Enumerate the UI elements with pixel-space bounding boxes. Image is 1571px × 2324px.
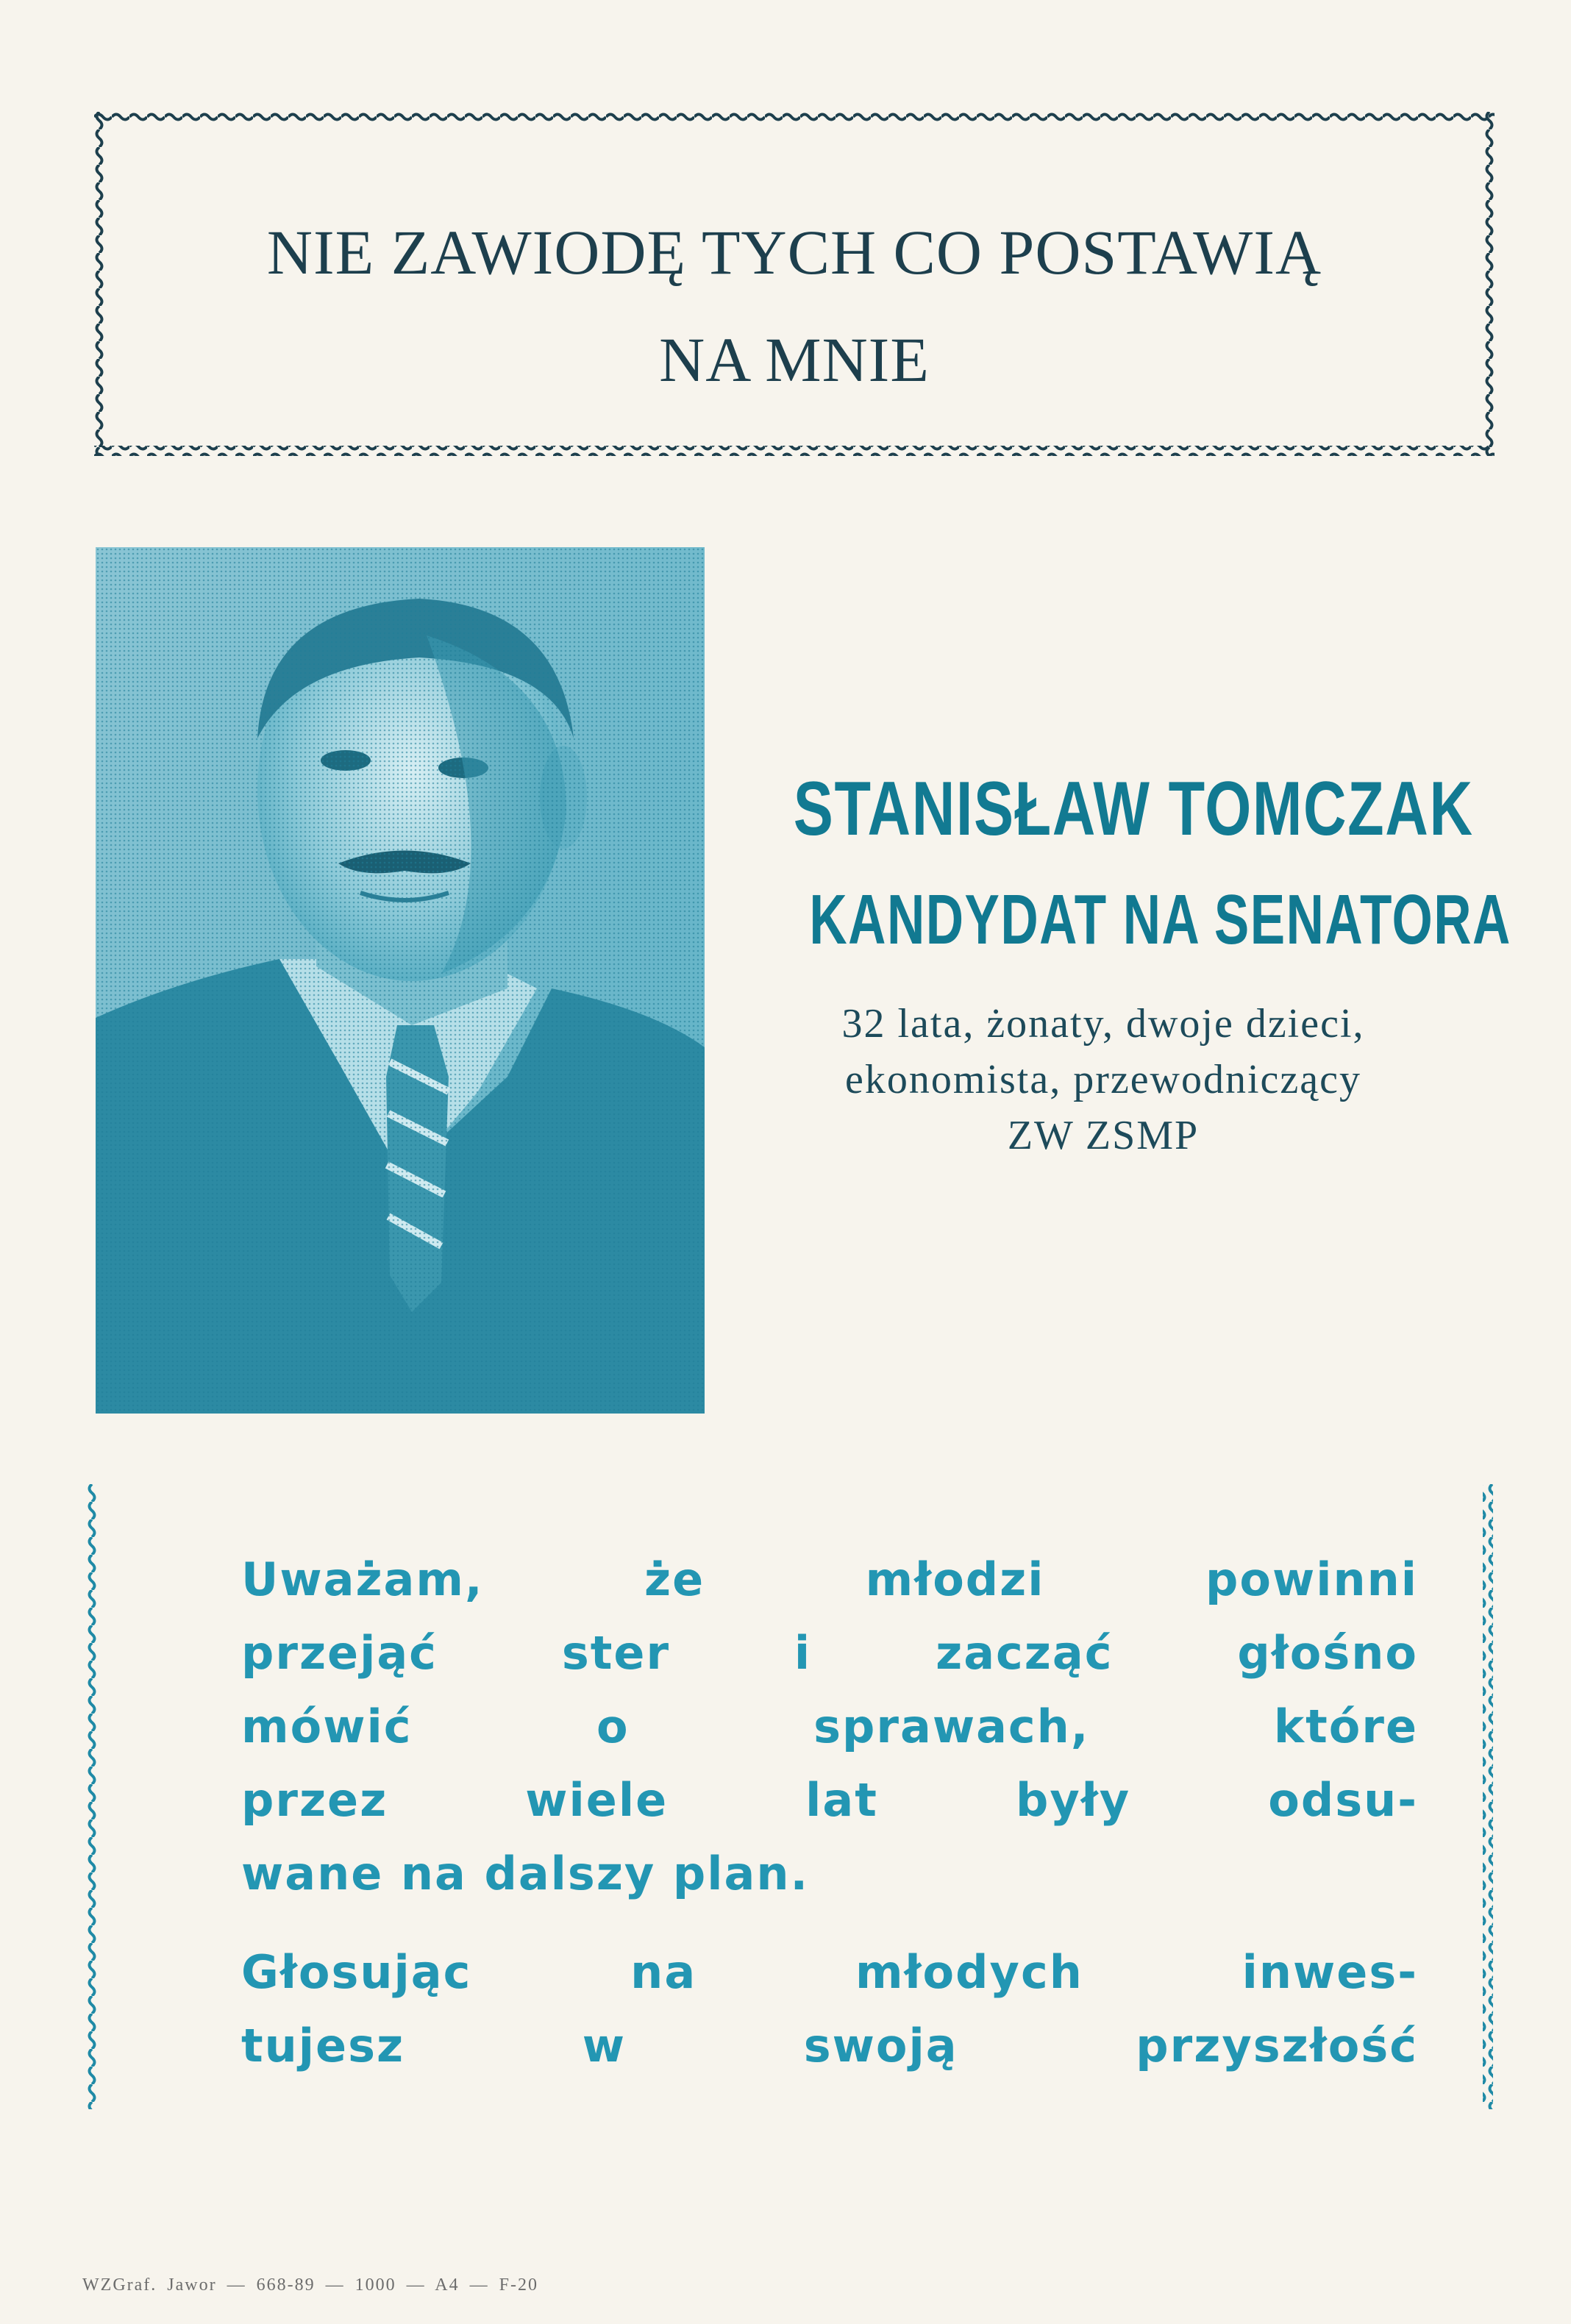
quote-line: przez wiele lat były odsu- bbox=[241, 1773, 1418, 1827]
headline bbox=[124, 199, 1465, 413]
quote-line: wane na dalszy plan. bbox=[241, 1847, 810, 1900]
quote-line: Głosując na młodych inwes- bbox=[241, 1945, 1418, 1999]
candidate-info bbox=[706, 765, 1511, 1163]
headline-frame bbox=[94, 112, 1495, 456]
quote-text bbox=[241, 1543, 1418, 2083]
printer-imprint: WZGraf. Jawor — 668-89 — 1000 — A4 — F-20 bbox=[82, 2275, 538, 2295]
portrait-photo bbox=[96, 547, 705, 1414]
bio-line-3: ZW ZSMP bbox=[1007, 1113, 1200, 1158]
paragraph-gap bbox=[241, 1911, 1418, 1936]
candidate-name: STANISŁAW TOMCZAK bbox=[793, 766, 1474, 852]
candidate-bio bbox=[706, 996, 1500, 1163]
bio-line-2: ekonomista, przewodniczący bbox=[845, 1057, 1361, 1102]
headline-line-2: NA MNIE bbox=[659, 324, 930, 395]
quote-line: tujesz w swoją przyszłość bbox=[241, 2019, 1418, 2072]
quote-line: Uważam, że młodzi powinni bbox=[241, 1553, 1418, 1606]
candidate-role: KANDYDAT NA SENATORA bbox=[809, 880, 1511, 959]
quote-block bbox=[87, 1484, 1493, 2109]
candidate-portrait bbox=[96, 547, 705, 1414]
headline-line-1: NIE ZAWIODĘ TYCH CO POSTAWIĄ bbox=[266, 217, 1322, 288]
quote-line: mówić o sprawach, które bbox=[241, 1700, 1418, 1753]
quote-line: przejąć ster i zacząć głośno bbox=[241, 1626, 1418, 1680]
bio-line-1: 32 lata, żonaty, dwoje dzieci, bbox=[841, 1001, 1365, 1047]
